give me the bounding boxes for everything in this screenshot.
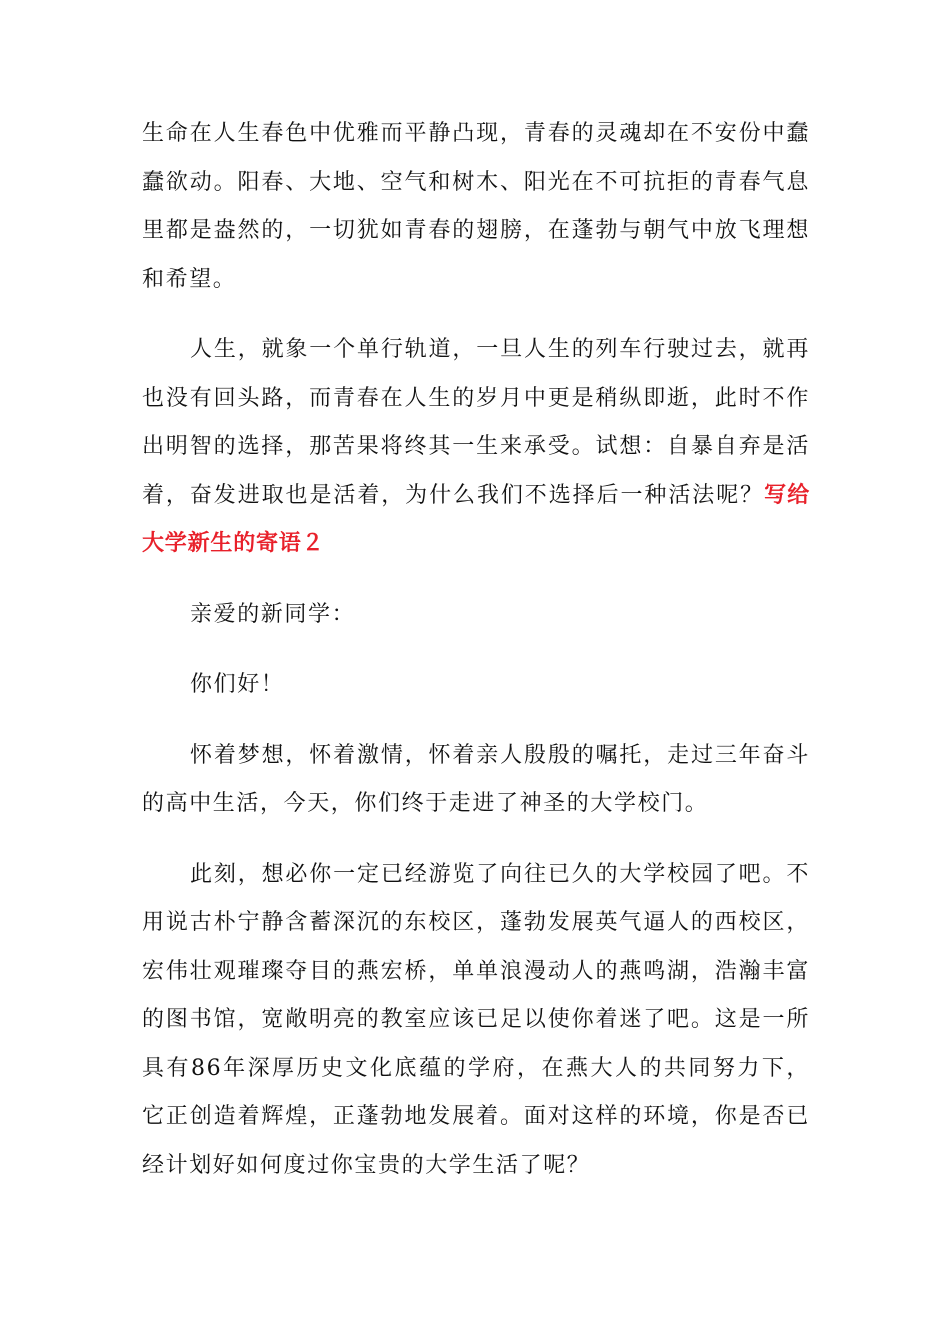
greeting: 你们好！ <box>190 672 285 697</box>
salutation: 亲爱的新同学： <box>190 601 356 627</box>
section-heading: 写给大学新生的寄语２ <box>142 482 810 556</box>
paragraph-campus: 此刻，想必你一定已经游览了向往已久的大学校园了吧。不用说古朴宁静含蓄深沉的东校区，蓬勃发展英气逼人的西校区，宏伟壮观璀璨夺目的燕宏桥，单单浪漫动人的燕鸣湖，浩瀚丰富的图书馆，宽敞明亮的教室应该已足以使你着迷了吧。这是一所具有86年深厚历史文化底蕴的学府，在燕大人的共同努力下，它正创造着辉煌，正蓬勃地发展着。面对这样的环境，你是否已经计划好如何度过你宝贵的大学生活了呢？ <box>142 861 810 1178</box>
paragraph-life-choice <box>142 326 810 569</box>
paragraph-spring-youth: 生命在人生春色中优雅而平静凸现，青春的灵魂却在不安份中蠢蠢欲动。阳春、大地、空气和树木、阳光在不可抗拒的青春气息里都是盎然的，一切犹如青春的翅膀，在蓬勃与朝气中放飞理想和希望。 <box>142 121 810 292</box>
paragraph-dreams: 怀着梦想，怀着激情，怀着亲人殷殷的嘱托，走过三年奋斗的高中生活，今天，你们终于走进了神圣的大学校门。 <box>142 742 810 816</box>
document-page <box>142 110 810 1190</box>
paragraph-life-choice-text: 人生，就象一个单行轨道，一旦人生的列车行驶过去，就再也没有回头路，而青春在人生的岁月中更是稍纵即逝，此时不作出明智的选择，那苦果将终其一生来承受。试想：自暴自弃是活着，奋发进取也是活着，为什么我们不选择后一种活法呢？ <box>142 337 810 508</box>
